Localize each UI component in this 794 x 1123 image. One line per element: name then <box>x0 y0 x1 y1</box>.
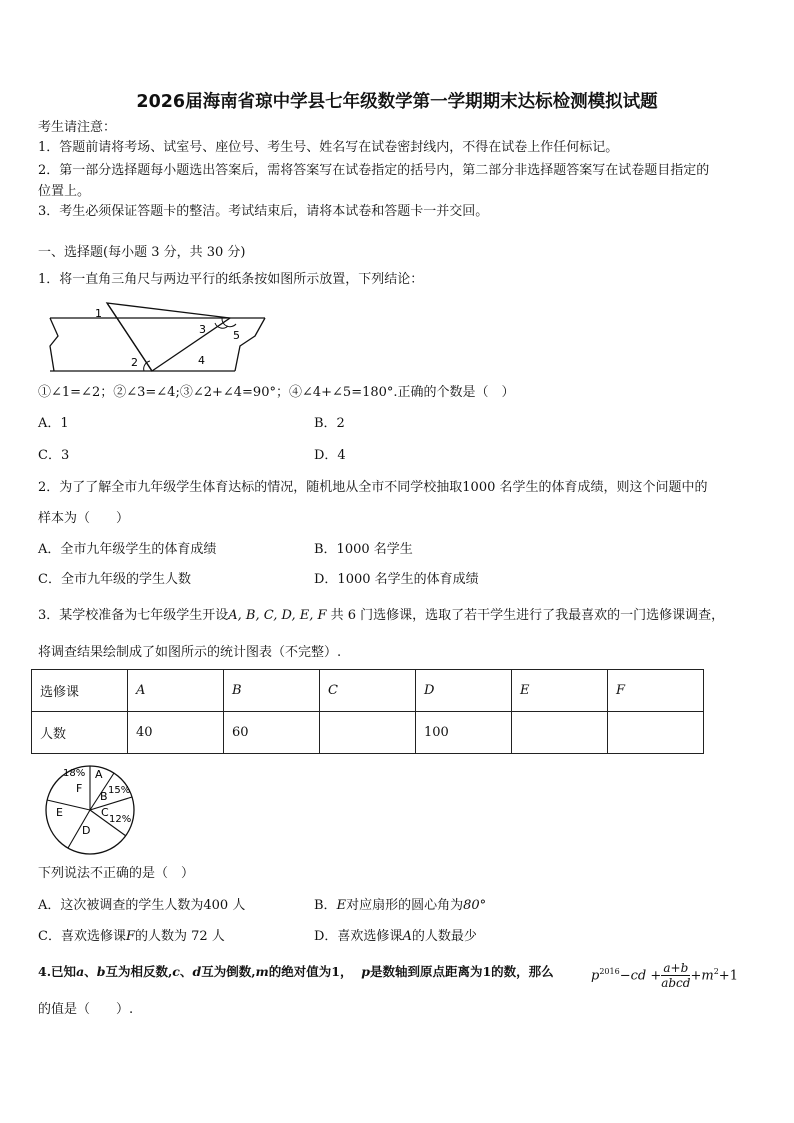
pie-label: C <box>101 806 109 819</box>
option-a[interactable]: A．1 <box>38 416 69 431</box>
expr-exponent: 2 <box>713 967 719 976</box>
page-title: 2026届海南省琼中学县七年级数学第一学期期末达标检测模拟试题 <box>136 92 658 112</box>
q4-stem <box>38 964 554 980</box>
table-header-cell: 人数 <box>32 712 128 754</box>
angle-label: 4 <box>198 354 205 367</box>
table-cell: A <box>128 670 224 712</box>
pie-label: B <box>100 790 108 803</box>
q3-stem-part: 共 6 门选修课，选取了若干学生进行了我最喜欢的一门选修课调查， <box>326 608 725 623</box>
option-var: A <box>402 929 412 944</box>
q4-var: b <box>96 964 106 979</box>
section-heading: 一、选择题(每小题 3 分，共 30 分) <box>38 245 246 260</box>
q4-text: 是数轴到原点距离为1的数，那么 <box>369 964 554 979</box>
option-b[interactable]: B．1000 名学生 <box>314 542 413 557</box>
pie-label: A <box>95 768 103 781</box>
pie-label: 18% <box>63 768 86 779</box>
table-cell: F <box>608 670 704 712</box>
option-d[interactable]: D．1000 名学生的体育成绩 <box>314 572 479 587</box>
q1-figure <box>40 296 275 376</box>
table-cell: 60 <box>224 712 320 754</box>
table-cell <box>608 712 704 754</box>
pie-label: 15% <box>108 785 131 796</box>
q3-stem-part: 3．某学校准备为七年级学生开设 <box>38 608 229 623</box>
table-cell: B <box>224 670 320 712</box>
notice-item: 2．第一部分选择题每小题选出答案后，需将答案写在试卷指定的括号内，第二部分非选择题答案写在试卷题目指定的 <box>38 163 710 178</box>
pie-label: F <box>76 782 83 795</box>
option-text: 的人数为 72 人 <box>134 929 225 944</box>
option-text: 的人数最少 <box>411 929 477 944</box>
angle-label: 1 <box>95 307 102 320</box>
option-text: 对应扇形的圆心角为 <box>346 898 464 913</box>
table-cell: C <box>320 670 416 712</box>
option-text: C．喜欢选修课 <box>38 929 126 944</box>
option-text: B． <box>314 898 337 913</box>
table-row <box>32 712 704 754</box>
q4-text: 的绝对值为1， <box>268 964 353 979</box>
q1-statements: ①∠1=∠2；②∠3=∠4;③∠2+∠4=90°；④∠4+∠5=180°.正确的个数是（ ） <box>38 385 515 400</box>
q4-var: c <box>172 964 180 979</box>
expr-exponent: 2016 <box>599 967 620 976</box>
q4-stem-cont: 的值是（ ）. <box>38 1002 134 1017</box>
option-c[interactable]: C．3 <box>38 448 70 463</box>
table-cell: 100 <box>416 712 512 754</box>
expr-term: −cd + <box>619 968 662 984</box>
option-d[interactable]: D．4 <box>314 448 346 463</box>
q3-stem <box>38 608 724 624</box>
fraction-denominator: abcd <box>661 976 691 991</box>
option-var: F <box>125 929 135 944</box>
angle-label: 2 <box>131 356 138 369</box>
table-cell <box>512 712 608 754</box>
q4-text: 、 <box>84 964 97 979</box>
q4-var: d <box>192 964 202 979</box>
pie-label: 12% <box>109 814 132 825</box>
q4-expression <box>591 955 738 993</box>
table-header-cell: 选修课 <box>32 670 128 712</box>
option-b[interactable] <box>314 898 486 914</box>
q4-text: 4.已知 <box>38 964 77 979</box>
q3-question: 下列说法不正确的是（ ） <box>38 866 195 881</box>
q3-stem-cont: 将调查结果绘制成了如图所示的统计图表（不完整）. <box>38 645 342 660</box>
q2-stem: 2．为了了解全市九年级学生体育达标的情况，随机地从全市不同学校抽取1000 名学生的体育成绩，则这个问题中的 <box>38 480 708 495</box>
pie-label: E <box>56 806 63 819</box>
expr-fraction <box>661 961 690 990</box>
option-a[interactable]: A．这次被调查的学生人数为400 人 <box>38 898 246 913</box>
survey-table <box>31 669 704 754</box>
q1-stem: 1．将一直角三角尺与两边平行的纸条按如图所示放置，下列结论： <box>38 272 424 287</box>
option-a[interactable]: A．全市九年级学生的体育成绩 <box>38 542 217 557</box>
q4-var: p <box>361 964 370 979</box>
table-row <box>32 670 704 712</box>
option-value: 80° <box>463 898 487 913</box>
option-c[interactable] <box>38 929 225 945</box>
angle-label: 5 <box>233 329 240 342</box>
table-cell: 40 <box>128 712 224 754</box>
expr-base: p <box>591 968 600 984</box>
pie-label: D <box>82 824 91 837</box>
table-cell <box>320 712 416 754</box>
expr-term: +m <box>690 968 714 984</box>
option-d[interactable] <box>314 929 477 945</box>
notice-heading: 考生请注意： <box>38 120 117 135</box>
q4-var: a <box>76 964 85 979</box>
q4-text: 、 <box>179 964 193 979</box>
notice-item: 1．答题前请将考场、试室号、座位号、考生号、姓名写在试卷密封线内，不得在试卷上作任何标记。 <box>38 140 619 155</box>
q4-text: 互为相反数, <box>105 964 173 979</box>
option-var: E <box>336 898 347 913</box>
fraction-numerator: a+b <box>661 961 690 976</box>
option-b[interactable]: B．2 <box>314 416 345 431</box>
option-text: D．喜欢选修课 <box>314 929 403 944</box>
q3-course-list: A, B, C, D, E, F <box>228 608 327 623</box>
table-cell: D <box>416 670 512 712</box>
q4-var: m <box>255 964 269 979</box>
angle-label: 3 <box>199 323 206 336</box>
notice-item: 3．考生必须保证答题卡的整洁。考试结束后，请将本试卷和答题卡一并交回。 <box>38 204 489 219</box>
q4-text: 互为倒数, <box>201 964 256 979</box>
notice-item: 位置上。 <box>38 184 91 199</box>
table-cell: E <box>512 670 608 712</box>
option-c[interactable]: C．全市九年级的学生人数 <box>38 572 191 587</box>
expr-term: +1 <box>718 968 738 984</box>
pie-chart <box>40 760 140 860</box>
q2-stem-cont: 样本为（ ） <box>38 511 130 526</box>
